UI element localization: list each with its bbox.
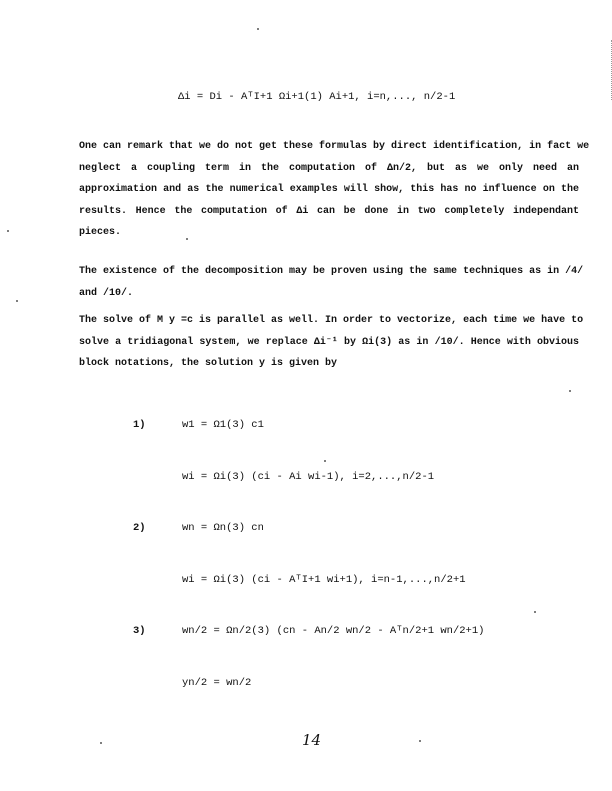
step-2-equation-a: wn = Ωn(3) cn: [182, 522, 264, 534]
scan-speck: [419, 740, 421, 742]
step-1-equation-a: w1 = Ω1(3) c1: [182, 419, 264, 431]
equation-delta-recurrence: Δi = Di - AᵀI+1 Ωi+1(1) Ai+1, i=n,..., n/2-1: [178, 91, 456, 103]
text-line: The solve of M y =c is parallel as well. In order to vectorize, each time we have to: [79, 315, 584, 326]
step-3-equation-a: wn/2 = Ωn/2(3) (cn - An/2 wn/2 - Aᵀn/2+1 wn/2+1): [182, 625, 485, 637]
paragraph-existence: [79, 261, 584, 304]
scan-speck: [324, 460, 326, 462]
text-line: approximation and as the numerical examples will show, this has no influence on the: [79, 184, 579, 195]
scan-speck: [16, 300, 18, 302]
paragraph-solve: [79, 310, 584, 375]
paragraph-remark: [79, 136, 590, 244]
step-2-number: 2): [133, 522, 146, 534]
text-line: pieces.: [79, 227, 122, 238]
step-2-equation-b: wi = Ωi(3) (ci - AᵀI+1 wi+1), i=n-1,...,n/2+1: [182, 574, 466, 586]
scan-speck: [100, 742, 102, 744]
text-line: solve a tridiagonal system, we replace Δi⁻¹ by Ωi(3) as in /10/. Hence with obvious: [79, 336, 579, 348]
step-1-equation-b: wi = Ωi(3) (ci - Ai wi-1), i=2,...,n/2-1: [182, 471, 435, 483]
step-1-number: 1): [133, 419, 146, 431]
scan-speck: [186, 238, 188, 240]
scan-speck: [257, 28, 259, 30]
text-line: block notations, the solution y is given by: [79, 358, 338, 369]
page-number: 14: [302, 731, 322, 749]
scan-speck: [534, 611, 536, 613]
step-3-equation-b: yn/2 = wn/2: [182, 677, 252, 689]
step-3-number: 3): [133, 625, 146, 637]
text-line: The existence of the decomposition may be proven using the same techniques as in /4/: [79, 266, 584, 277]
text-line: One can remark that we do not get these formulas by direct identification, in fact we: [79, 141, 590, 152]
text-line: neglect a coupling term in the computation of Δn/2, but as we only need an: [79, 162, 579, 174]
scan-speck: [569, 390, 571, 392]
scan-speck: [7, 230, 9, 232]
text-line: and /10/.: [79, 287, 134, 299]
text-line: results. Hence the computation of Δi can be done in two completely independant: [79, 205, 579, 217]
